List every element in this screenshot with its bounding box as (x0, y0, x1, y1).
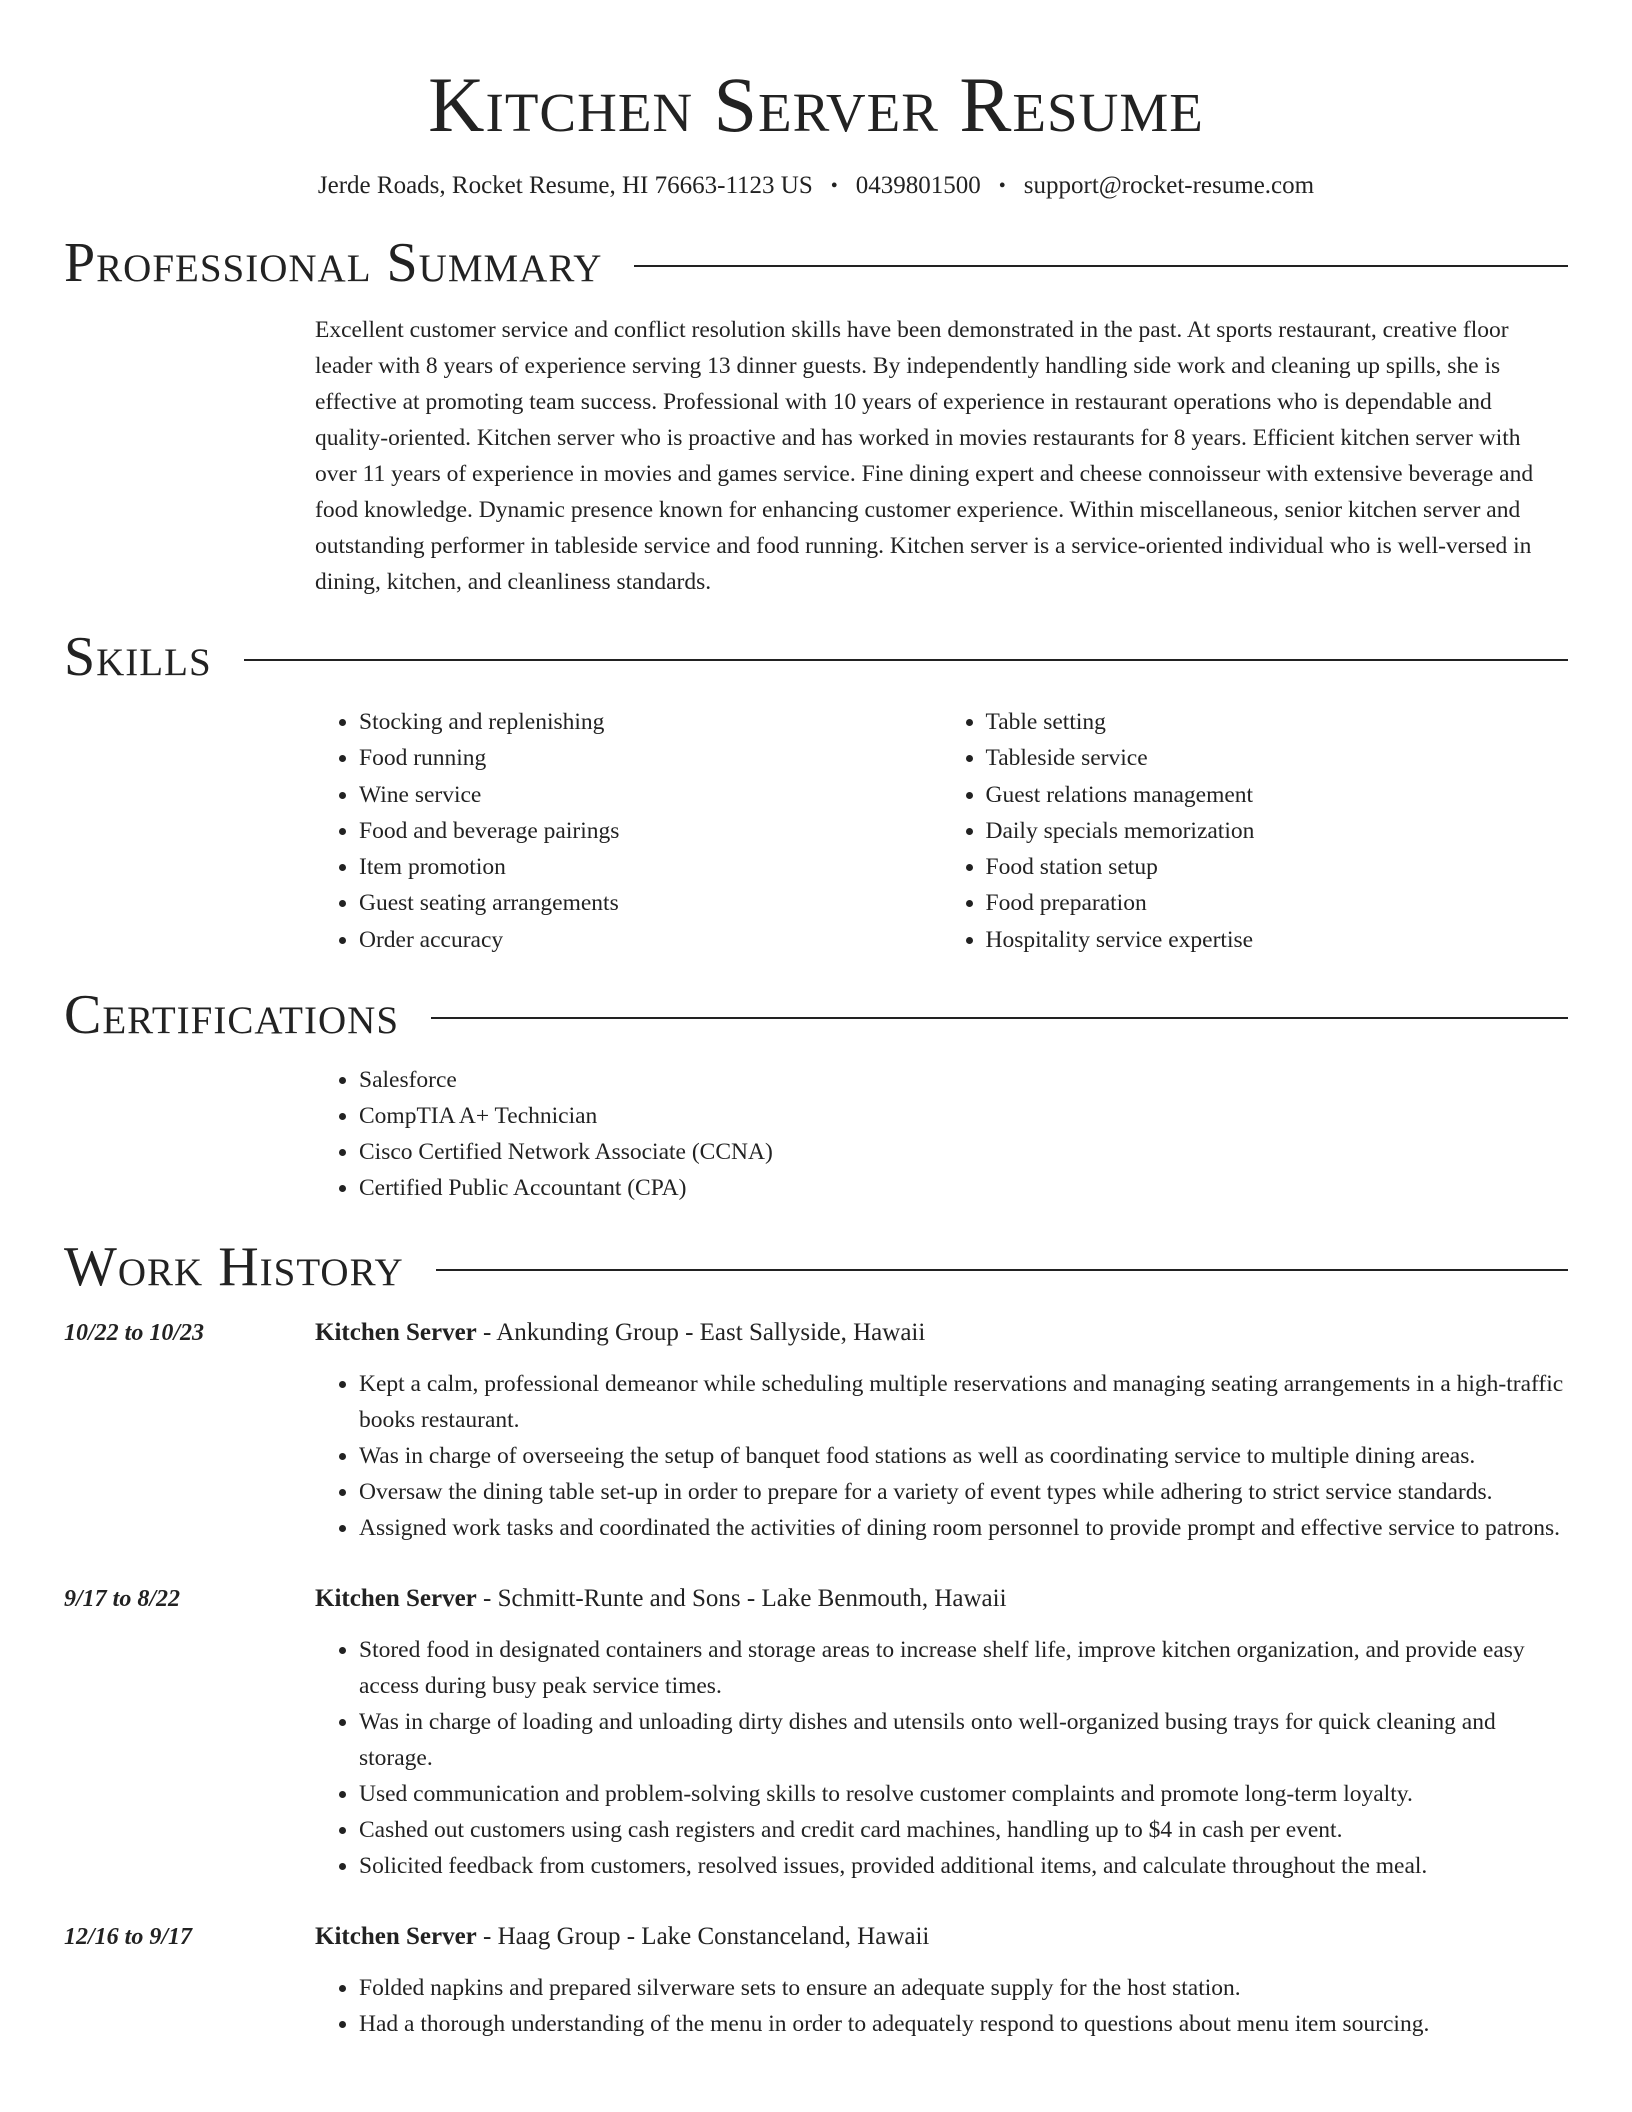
section-divider (431, 1017, 1568, 1019)
skill-item: • Food and beverage pairings (359, 813, 942, 849)
resume-title: Kitchen Server Resume (428, 61, 1204, 148)
job-duty: • Folded napkins and prepared silverware sets to ensure an adequate supply for the host station. (359, 1970, 1568, 2006)
skills-heading: Skills (64, 626, 212, 688)
job-entry (64, 1920, 1568, 2042)
job-duties (315, 1632, 1568, 1884)
skill-item: • Food running (359, 740, 942, 776)
job-heading (315, 1582, 1568, 1616)
job-role: Kitchen Server (315, 1585, 477, 1613)
job-heading (315, 1316, 1568, 1350)
summary-heading: Professional Summary (64, 232, 603, 294)
contact-address: Jerde Roads, Rocket Resume, HI 76663-1123 US (317, 172, 813, 199)
bullet-separator: • (830, 175, 838, 197)
job-company-location: - Haag Group - Lake Constanceland, Hawaii (476, 1923, 930, 1951)
job-dates: 12/16 to 9/17 (64, 1924, 193, 1951)
skill-item: • Food station setup (986, 849, 1569, 885)
job-duty: • Cashed out customers using cash registers and credit card machines, handling up to $4 in cash per event. (359, 1812, 1568, 1848)
skill-item: • Guest relations management (986, 777, 1569, 813)
section-divider (436, 1269, 1568, 1271)
job-company-location: - Ankunding Group - East Sallyside, Hawaii (476, 1319, 926, 1347)
skill-item: • Item promotion (359, 849, 942, 885)
job-duties (315, 1970, 1568, 2042)
job-duty: • Kept a calm, professional demeanor while scheduling multiple reservations and managing seating arrangements in a high-traffic books restaurant. (359, 1366, 1568, 1438)
job-duty: • Was in charge of loading and unloading dirty dishes and utensils onto well-organized busing trays for quick cleaning and storage. (359, 1704, 1568, 1776)
section-divider (244, 659, 1568, 661)
section-divider (634, 265, 1568, 267)
job-duty: • Assigned work tasks and coordinated the activities of dining room personnel to provide prompt and effective service to patrons. (359, 1510, 1568, 1546)
job-company-location: - Schmitt-Runte and Sons - Lake Benmouth, Hawaii (476, 1585, 1007, 1613)
contact-line (64, 170, 1568, 202)
job-entry (64, 1582, 1568, 1884)
job-duty: • Was in charge of overseeing the setup of banquet food stations as well as coordinating service to multiple dining areas. (359, 1438, 1568, 1474)
job-duty: • Stored food in designated containers and storage areas to increase shelf life, improve kitchen organization, and provide easy access during busy peak service times. (359, 1632, 1568, 1704)
skill-item: • Daily specials memorization (986, 813, 1569, 849)
job-role: Kitchen Server (315, 1319, 477, 1347)
job-dates: 9/17 to 8/22 (64, 1586, 181, 1613)
skill-item: • Guest seating arrangements (359, 885, 942, 921)
work-history-heading: Work History (64, 1236, 404, 1299)
summary-section-header (64, 232, 1568, 294)
work-history-section-header (64, 1236, 1568, 1298)
job-role: Kitchen Server (315, 1923, 477, 1951)
skills-list (315, 704, 1568, 958)
certifications-heading: Certifications (64, 984, 400, 1047)
skills-column-right (942, 704, 1569, 958)
skill-item: • Hospitality service expertise (986, 922, 1569, 958)
certification-item: • CompTIA A+ Technician (359, 1098, 1568, 1134)
skill-item: • Food preparation (986, 885, 1569, 921)
resume-page (64, 0, 1568, 2042)
job-duties (315, 1366, 1568, 1546)
summary-text: Excellent customer service and conflict resolution skills have been demonstrated in the past. At sports restaurant, creative floor leader with 8 years of experience serving 13 dinner guests. By independently handling side work and cleaning up spills, she is effective at promoting team success. Professional with 10 years of experience in restaurant operations who is dependable and quality-oriented. Kitchen server who is proactive and has worked in movies restaurants for 8 years. Efficient kitchen server with over 11 years of experience in movies and games service. Fine dining expert and cheese connoisseur with extensive beverage and food knowledge. Dynamic presence known for enhancing customer experience. Within miscellaneous, senior kitchen server and outstanding performer in tableside service and food running. Kitchen server is a service-oriented individual who is well-versed in dining, kitchen, and cleanliness standards. (315, 317, 1534, 595)
skill-item: • Table setting (986, 704, 1569, 740)
contact-phone: 0439801500 (855, 172, 981, 199)
skill-item: • Stocking and replenishing (359, 704, 942, 740)
certification-item: • Cisco Certified Network Associate (CCNA) (359, 1134, 1568, 1170)
skills-section-header (64, 626, 1568, 688)
job-duty: • Had a thorough understanding of the menu in order to adequately respond to questions about menu item sourcing. (359, 2006, 1568, 2042)
skills-column-left (315, 704, 942, 958)
job-duty: • Oversaw the dining table set-up in order to prepare for a variety of event types while adhering to strict service standards. (359, 1474, 1568, 1510)
job-entry (64, 1316, 1568, 1546)
bullet-separator: • (998, 175, 1006, 197)
certification-item: • Certified Public Accountant (CPA) (359, 1170, 1568, 1206)
job-dates: 10/22 to 10/23 (64, 1320, 205, 1347)
skill-item: • Order accuracy (359, 922, 942, 958)
job-duty: • Solicited feedback from customers, resolved issues, provided additional items, and calculate throughout the meal. (359, 1848, 1568, 1884)
certifications-list (315, 1062, 1568, 1206)
job-duty: • Used communication and problem-solving skills to resolve customer complaints and promote long-term loyalty. (359, 1776, 1568, 1812)
skill-item: • Tableside service (986, 740, 1569, 776)
job-heading (315, 1920, 1568, 1954)
skill-item: • Wine service (359, 777, 942, 813)
certification-item: • Salesforce (359, 1062, 1568, 1098)
contact-email: support@rocket-resume.com (1023, 172, 1315, 199)
certifications-section-header (64, 984, 1568, 1046)
